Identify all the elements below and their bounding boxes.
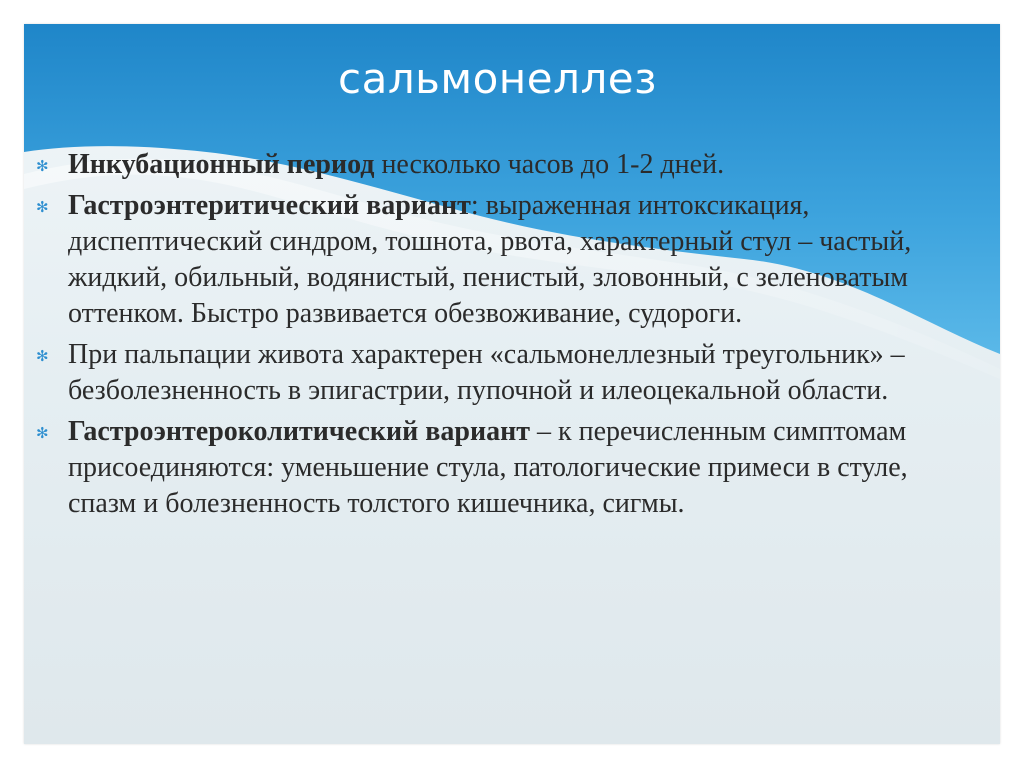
slide-title: сальмонеллез: [338, 54, 657, 103]
bullet-text: – к перечисленным симптомам присоединяются: уменьшение стула, патологические примеси в стуле, спазм и болезненность толстого кишечника, сигмы.: [68, 416, 908, 519]
bullet-item: [36, 337, 976, 409]
bullet-bold-text: Гастроэнтеритический вариант: [68, 190, 471, 221]
bullet-text: При пальпации живота характерен «сальмонеллезный треугольник» – безболезненность в эпигастрии, пупочной и илеоцекальной области.: [68, 339, 905, 406]
asterisk-bullet-icon: ✻: [36, 424, 49, 442]
bullet-text: : выраженная интоксикация, диспептический синдром, тошнота, рвота, характерный стул – частый, жидкий, обильный, водянистый, пенистый, зловонный, с зеленоватым оттенком. Быстро развивается обезвоживание, судороги.: [68, 190, 912, 329]
asterisk-bullet-icon: ✻: [36, 198, 49, 216]
bullet-item: [36, 414, 976, 522]
asterisk-bullet-icon: ✻: [36, 157, 49, 175]
bullet-bold-text: Гастроэнтероколитический вариант: [68, 416, 530, 447]
bullet-item: [36, 188, 976, 332]
slide: [24, 24, 1000, 744]
bullet-bold-text: Инкубационный период: [68, 149, 375, 180]
asterisk-bullet-icon: ✻: [36, 347, 49, 365]
bullet-item: [36, 147, 976, 183]
bullet-list: [36, 147, 976, 527]
bullet-text: несколько часов до 1-2 дней.: [374, 149, 725, 180]
